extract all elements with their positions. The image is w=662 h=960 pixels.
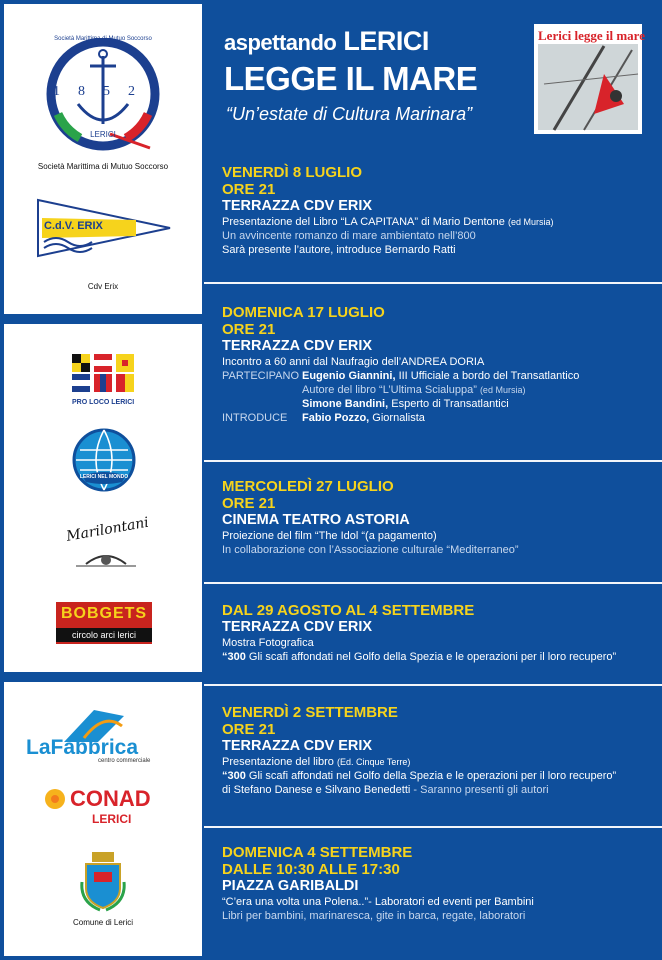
header-subtitle: “Un’estate di Cultura Marinara” [226, 104, 473, 124]
event-1 [222, 164, 652, 257]
event-date: DOMENICA 17 LUGLIO [222, 304, 385, 321]
header-line-2: LEGGE IL MARE [224, 60, 478, 97]
event-line: Presentazione del libro (Ed. Cinque Terre) [222, 756, 411, 768]
event-time: DALLE 10:30 ALLE 17:30 [222, 861, 400, 878]
event-line: Presentazione del Libro “LA CAPITANA” di Mario Dentone (ed Mursia) [222, 216, 554, 228]
event-line: di Stefano Danese e Silvano Benedetti - Saranno presenti gli autori [222, 784, 549, 796]
smms-year: 1852 [53, 84, 153, 99]
event-date: VENERDÌ 8 LUGLIO [222, 164, 363, 181]
event-time: ORE 21 [222, 321, 276, 338]
divider [204, 582, 662, 584]
header-lerici: LERICI [343, 26, 429, 56]
event-venue: TERRAZZA CDV ERIX [222, 738, 373, 754]
event-2 [222, 304, 652, 425]
marilontani-text: Marilontani [65, 514, 150, 545]
lafabbrica-logo [24, 708, 184, 764]
event-date: MERCOLEDÌ 27 LUGLIO [222, 478, 394, 495]
divider [204, 684, 662, 686]
smms-caption: Società Marittima di Mutuo Soccorso [37, 162, 169, 171]
smms-ring-text: Società Marittima di Mutuo Soccorso [54, 36, 152, 42]
event-3 [222, 478, 652, 557]
conad-name: CONAD [70, 786, 151, 811]
lafabbrica-name: LaFabbrica [26, 736, 139, 759]
proloco-logo [72, 354, 135, 406]
event-time: ORE 21 [222, 721, 276, 738]
arci-bottom: circolo arci lerici [56, 628, 152, 642]
event-5 [222, 704, 652, 797]
header-line-1 [224, 26, 429, 57]
event-line: Mostra Fotografica [222, 637, 314, 649]
participant-row: Simone Bandini, Esperto di Transatlantici [302, 398, 509, 410]
event-line: Proiezione del film “The Idol “(a pagamento) [222, 530, 437, 542]
event-venue: PIAZZA GARIBALDI [222, 878, 359, 894]
event-line: In collaborazione con l’Associazione culturale “Mediterraneo” [222, 544, 519, 556]
divider [204, 826, 662, 828]
event-line: “300 Gli scafi affondati nel Golfo della Spezia e le operazioni per il loro recupero” [222, 651, 617, 663]
event-date: VENERDÌ 2 SETTEMBRE [222, 704, 398, 721]
event-line: Libri per bambini, marinaresca, gite in barca, regate, laboratori [222, 910, 526, 922]
participant-row: PARTECIPANO Eugenio Giannini, III Ufficiale a bordo del Transatlantico [222, 370, 580, 382]
event-line: “300 Gli scafi affondati nel Golfo della Spezia e le operazioni per il loro recupero” [222, 770, 617, 782]
event-line: Un avvincente romanzo di mare ambientato nell’800 [222, 230, 476, 242]
globe-text: LERICI NEL MONDO [79, 474, 129, 480]
event-venue: TERRAZZA CDV ERIX [222, 619, 373, 635]
divider [204, 282, 662, 284]
event-date: DAL 29 AGOSTO AL 4 SETTEMBRE [222, 602, 475, 619]
lafabbrica-sub: centro commerciale [98, 758, 151, 764]
cdv-caption: Cdv Erix [87, 282, 119, 291]
label-introduce: INTRODUCE [222, 412, 288, 424]
event-time: ORE 21 [222, 181, 276, 198]
event-4 [222, 602, 652, 664]
event-date: DOMENICA 4 SETTEMBRE [222, 844, 413, 861]
cdv-flag-text: C.d.V. ERIX [44, 220, 103, 232]
smms-logo [40, 38, 166, 156]
event-time: ORE 21 [222, 495, 276, 512]
event-6 [222, 844, 652, 923]
cdv-erix-flag [36, 198, 172, 258]
event-venue: TERRAZZA CDV ERIX [222, 198, 373, 214]
event-line: “C’era una volta una Polena..”- Laboratori ed eventi per Bambini [222, 896, 534, 908]
book-cover [534, 24, 645, 134]
sponsor-panel-3 [4, 682, 202, 956]
proloco-caption: PRO LOCO LERICI [72, 399, 135, 406]
sponsor-sidebar [0, 0, 204, 960]
event-venue: CINEMA TEATRO ASTORIA [222, 512, 410, 528]
label-partecipano: PARTECIPANO [222, 370, 300, 382]
event-line: Incontro a 60 anni dal Naufragio dell’ANDREA DORIA [222, 356, 485, 368]
header-aspettando: aspettando [224, 30, 337, 55]
comune-caption: Comune di Lerici [72, 918, 134, 927]
event-venue: TERRAZZA CDV ERIX [222, 338, 373, 354]
program-column [204, 0, 662, 960]
conad-city: LERICI [92, 812, 132, 826]
arci-top: BOBGETS [60, 605, 148, 622]
participant-book: Autore del libro “L’Ultima Scialuppa” (ed Mursia) [302, 384, 526, 396]
sponsor-panel-1 [4, 4, 202, 314]
smms-city: LERICI [90, 130, 116, 139]
comune-crest [80, 852, 126, 912]
divider [204, 460, 662, 462]
marilontani-logo [65, 514, 150, 572]
sponsor-panel-2 [4, 324, 202, 672]
introduce-row: INTRODUCE Fabio Pozzo, Giornalista [222, 412, 425, 424]
lerici-nel-mondo-logo [72, 428, 136, 492]
arci-logo [56, 602, 152, 644]
event-line: Sarà presente l’autore, introduce Bernardo Ratti [222, 244, 456, 256]
conad-logo [44, 786, 164, 830]
book-cover-title: Lerici legge il mare [538, 28, 645, 43]
